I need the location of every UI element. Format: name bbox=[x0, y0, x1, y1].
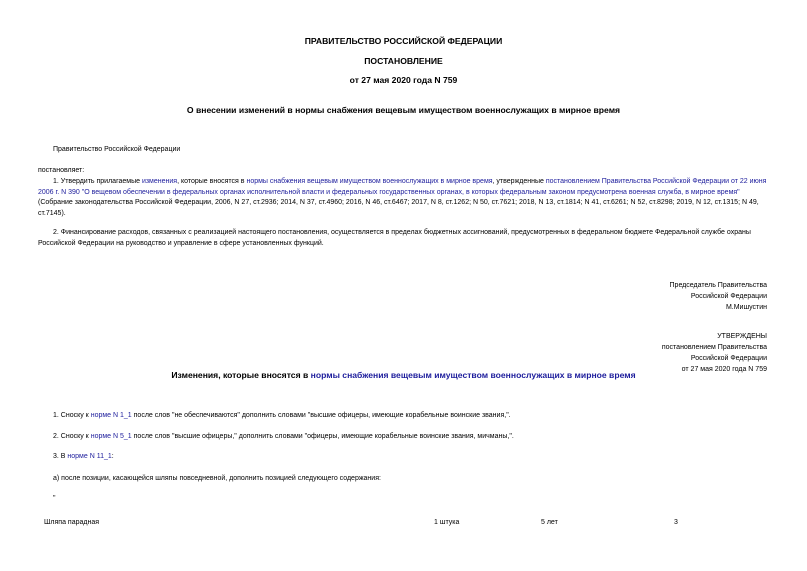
p1-text-b: , которые вносятся в bbox=[177, 178, 247, 185]
doc-title: О внесении изменений в нормы снабжения вещевым имуществом военнослужащих в мирное время bbox=[186, 105, 621, 115]
signature-name: М.Мишустин bbox=[725, 304, 767, 311]
signature-line-2: Российской Федерации bbox=[690, 293, 767, 300]
quote-mark: " bbox=[53, 495, 56, 502]
link-resolution-390[interactable]: постановлением Правительства Российской Федерации от 22 июня 2006 г. N 390 "О вещевом обеспечении в федеральных органах исполнительной власти и федеральных государственных органах, в которых федеральным законом предусмотрена военная служба, в мирное время" bbox=[38, 178, 767, 196]
table-row-term: 5 лет bbox=[541, 519, 558, 526]
approved-line-4: от 27 мая 2020 года N 759 bbox=[681, 366, 767, 373]
item2-text-b: после слов "высшие офицеры," дополнить словами "офицеры, имеющие корабельные воинские звания, мичманы,". bbox=[131, 433, 514, 440]
approved-line-1: УТВЕРЖДЕНЫ bbox=[717, 333, 767, 340]
item1-text-a: 1. Сноску к bbox=[53, 412, 91, 419]
change-item-2 bbox=[53, 432, 514, 442]
paragraph-2: 2. Финансирование расходов, связанных с реализацией настоящего постановления, осуществляется в пределах бюджетных ассигнований, предусмотренных в федеральном бюджете Федеральной службе охраны Российской Федерации на руководство и управление в сфере установленных функций. bbox=[38, 229, 751, 247]
approved-line-3: Российской Федерации bbox=[690, 355, 767, 362]
signature-line-1: Председатель Правительства bbox=[669, 282, 767, 289]
item3-text-a: 3. В bbox=[53, 453, 68, 460]
link-norm-11-1[interactable]: норме N 11_1 bbox=[67, 453, 112, 460]
signature-block bbox=[670, 280, 767, 313]
change-item-3a: а) после позиции, касающейся шляпы повседневной, дополнить позицией следующего содержания: bbox=[53, 475, 381, 482]
approved-block bbox=[662, 331, 767, 375]
paragraph-1 bbox=[38, 177, 768, 219]
doc-date-number: от 27 мая 2020 года N 759 bbox=[349, 75, 458, 85]
doc-type-heading: ПОСТАНОВЛЕНИЕ bbox=[364, 56, 443, 66]
decrees-label: постановляет: bbox=[38, 167, 85, 174]
change-item-1 bbox=[53, 411, 511, 421]
p1-text-d: (Собрание законодательства Российской Федерации, 2006, N 27, ст.2936; 2014, N 37, ст.4960; 2016, N 46, ст.6467; 2017, N 8, ст.1262; N 50, ст.7621; 2018, N 13, ст.1814; N 41, ст.6261; N 52, ст.8298; 2019, N 12, ст.1315; N 49, ст.7145). bbox=[38, 199, 759, 217]
government-heading: ПРАВИТЕЛЬСТВО РОССИЙСКОЙ ФЕДЕРАЦИИ bbox=[304, 36, 503, 46]
p1-text-a: 1. Утвердить прилагаемые bbox=[53, 178, 142, 185]
link-norm-1-1[interactable]: норме N 1_1 bbox=[90, 412, 132, 419]
item1-text-b: после слов "не обеспечиваются" дополнить словами "высшие офицеры, имеющие корабельные воинские звания,". bbox=[131, 412, 511, 419]
table-row-number: 3 bbox=[674, 519, 678, 526]
link-changes-title-norms[interactable]: нормы снабжения вещевым имуществом военнослужащих в мирное время bbox=[310, 370, 636, 380]
link-changes[interactable]: изменения bbox=[141, 178, 178, 185]
changes-title bbox=[0, 370, 807, 380]
change-item-3 bbox=[53, 452, 114, 462]
item2-text-a: 2. Сноску к bbox=[53, 433, 91, 440]
government-label: Правительство Российской Федерации bbox=[53, 146, 181, 153]
table-row-quantity: 1 штука bbox=[434, 519, 460, 526]
table-row-item-name: Шляпа парадная bbox=[44, 519, 100, 526]
link-norm-5-1[interactable]: норме N 5_1 bbox=[90, 433, 132, 440]
changes-title-text: Изменения, которые вносятся в bbox=[171, 370, 311, 380]
link-supply-norms[interactable]: нормы снабжения вещевым имуществом военнослужащих в мирное время bbox=[246, 178, 493, 185]
p1-text-c: , утвержденные bbox=[492, 178, 546, 185]
approved-line-2: постановлением Правительства bbox=[661, 344, 767, 351]
item3-text-b: : bbox=[111, 453, 114, 460]
